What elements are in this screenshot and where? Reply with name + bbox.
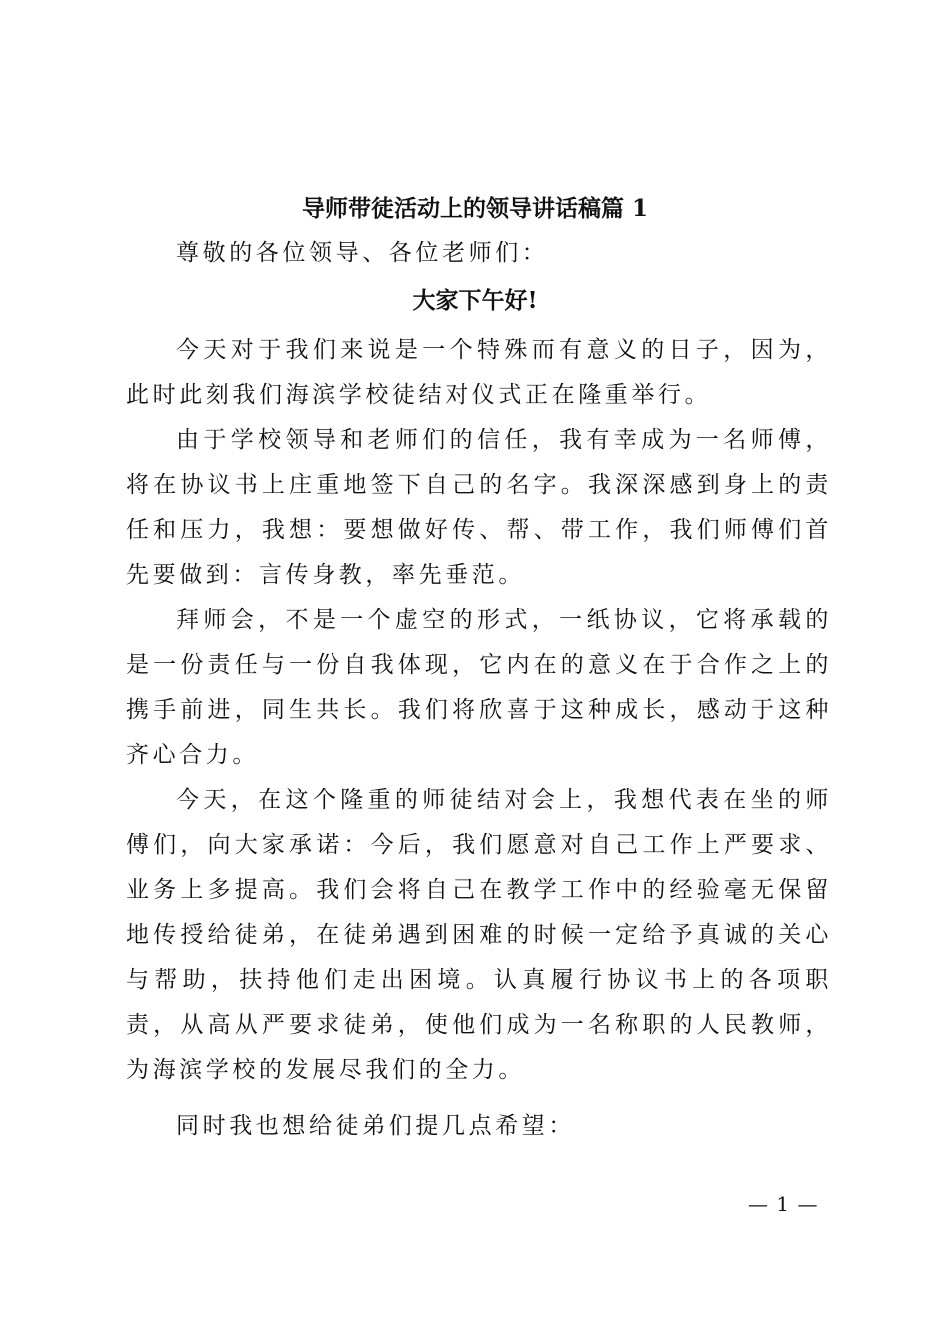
greeting: 大家下午好!: [412, 287, 538, 314]
document-title: 导师带徒活动上的领导讲话稿篇 1: [301, 195, 648, 222]
page-number: — 1 —: [748, 1192, 819, 1216]
paragraph: 同时我也想给徒弟们提几点希望：: [176, 1113, 575, 1139]
paragraph: 拜师会，不是一个虚空的形式，一纸协议，它将承载的是一份责任与一份自我体现，它内在的意义在于合作之上的携手前进，同生共长。我们将欣喜于这种成长，感动于这种齐心合力。: [126, 607, 832, 768]
salutation: 尊敬的各位领导、各位老师们：: [176, 240, 549, 266]
paragraph: 今天对于我们来说是一个特殊而有意义的日子，因为，此时此刻我们海滨学校徒结对仪式正在隆重举行。: [126, 337, 832, 408]
paragraph: 今天，在这个隆重的师徒结对会上，我想代表在坐的师傅们，向大家承诺：今后，我们愿意对自己工作上严要求、业务上多提高。我们会将自己在教学工作中的经验毫无保留地传授给徒弟，在徒弟遇到困难的时候一定给予真诚的关心与帮助，扶持他们走出困境。认真履行协议书上的各项职责，从高从严要求徒弟，使他们成为一名称职的人民教师，为海滨学校的发展尽我们的全力。: [126, 787, 832, 1083]
paragraph: 由于学校领导和老师们的信任，我有幸成为一名师傅，将在协议书上庄重地签下自己的名字。我深深感到身上的责任和压力，我想：要想做好传、帮、带工作，我们师傅们首先要做到：言传身教，率先垂范。: [126, 427, 832, 588]
